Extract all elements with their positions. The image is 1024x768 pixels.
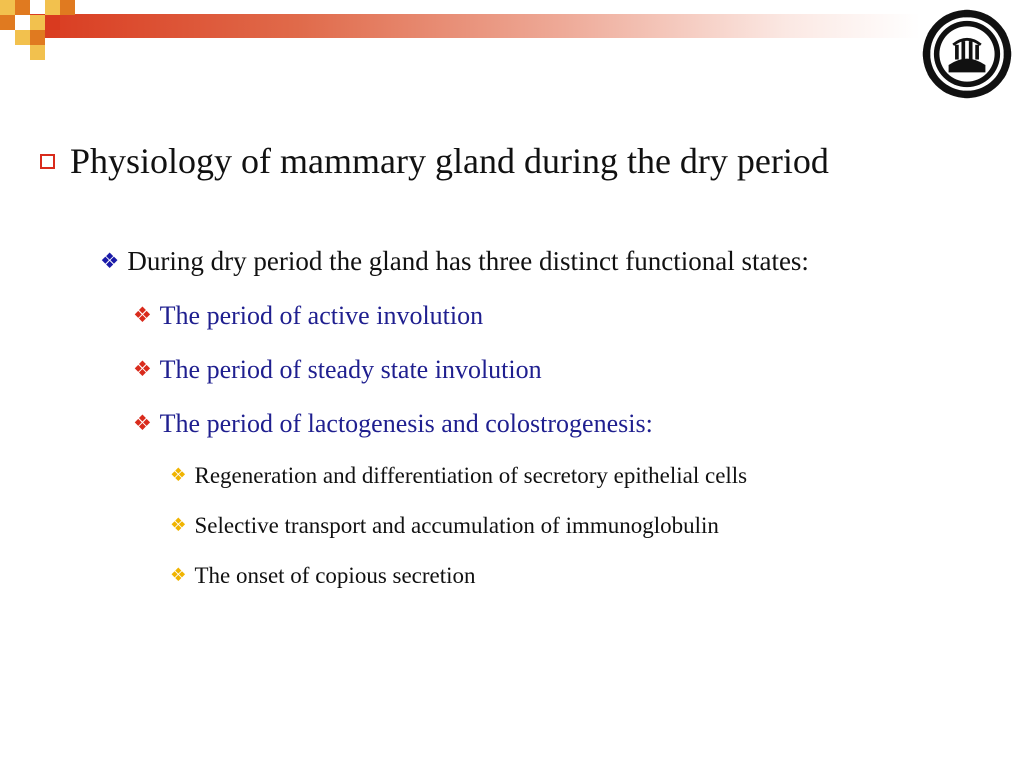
deco-square [30,45,45,60]
four-diamond-icon: ❖ [100,249,120,273]
list-item-text: The period of steady state involution [159,355,542,384]
list-item-level3 [170,513,719,539]
list-item-text: Selective transport and accumulation of immunoglobulin [194,513,719,538]
list-item-text: The onset of copious secretion [194,563,476,588]
deco-square [30,15,45,30]
list-item-text: Regeneration and differentiation of secretory epithelial cells [194,463,748,488]
slide-title-row [40,140,829,182]
four-diamond-icon: ❖ [170,565,187,585]
list-item-level3 [170,463,747,489]
list-item-level1 [100,246,809,277]
hollow-square-icon [40,154,55,169]
list-item-level2 [133,409,653,439]
deco-square [30,30,45,45]
list-item-text: The period of active involution [159,301,484,330]
deco-square [45,15,60,30]
list-item-text: During dry period the gland has three distinct functional states: [127,246,809,276]
deco-square [45,0,60,15]
list-item-level2 [133,355,542,385]
four-diamond-icon: ❖ [133,412,152,435]
four-diamond-icon: ❖ [133,304,152,327]
list-item-level3 [170,563,476,589]
deco-square [15,30,30,45]
four-diamond-icon: ❖ [170,515,187,535]
four-diamond-icon: ❖ [170,465,187,485]
slide-title: Physiology of mammary gland during the dry period [70,141,829,181]
deco-square [60,0,75,15]
deco-square [0,0,15,15]
four-diamond-icon: ❖ [133,358,152,381]
list-item-level2 [133,301,483,331]
deco-square [15,0,30,15]
deco-square [0,15,15,30]
university-logo-icon [921,8,1013,100]
list-item-text: The period of lactogenesis and colostrogenesis: [159,409,653,438]
header-gradient-bar [30,14,920,38]
header-decoration [0,0,1024,70]
